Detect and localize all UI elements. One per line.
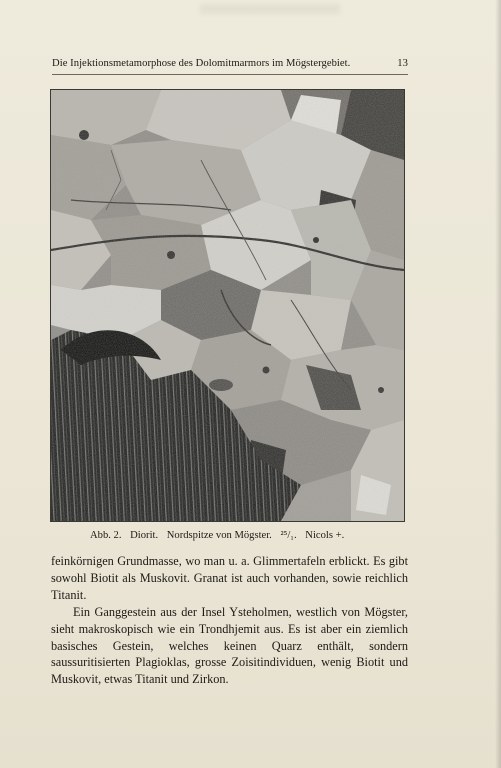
figure-polarization: Nicols +. bbox=[305, 530, 345, 541]
figure-label: Abb. 2. bbox=[90, 530, 122, 541]
body-text bbox=[51, 553, 408, 688]
micrograph-image bbox=[51, 90, 404, 521]
figure-caption bbox=[90, 530, 410, 541]
figure-description: Nordspitze von Mögster. bbox=[166, 530, 272, 541]
running-header bbox=[52, 58, 408, 69]
page-edge-shadow bbox=[495, 0, 501, 768]
paragraph-2: Ein Ganggestein aus der Insel Ysteholmen, westlich von Mögster, sieht makroskopisch wie ein Trondhjemit aus. Es ist aber ein ziemlich basisches Gestein, welches keinen Quarz enthält, sondern saussuritisierten Plagioklas, grosse Zoisitindividuen, wenig Biotit und Muskovit, etwas Titanit und Zirkon. bbox=[51, 604, 408, 687]
figure-magnification: ²⁵/₁. bbox=[280, 530, 297, 541]
paragraph-1: feinkörnigen Grundmasse, wo man u. a. Glimmertafeln erblickt. Es gibt sowohl Biotit als Muskovit. Granat ist auch vorhanden, sowie reichlich Titanit. bbox=[51, 554, 408, 602]
page-number: 13 bbox=[397, 58, 408, 69]
show-through-mark bbox=[200, 4, 340, 14]
running-title: Die Injektionsmetamorphose des Dolomitmarmors im Mögstergebiet. bbox=[52, 58, 351, 69]
header-rule bbox=[52, 74, 408, 75]
figure-title: Diorit. bbox=[130, 530, 159, 541]
micrograph-photo bbox=[51, 90, 404, 521]
